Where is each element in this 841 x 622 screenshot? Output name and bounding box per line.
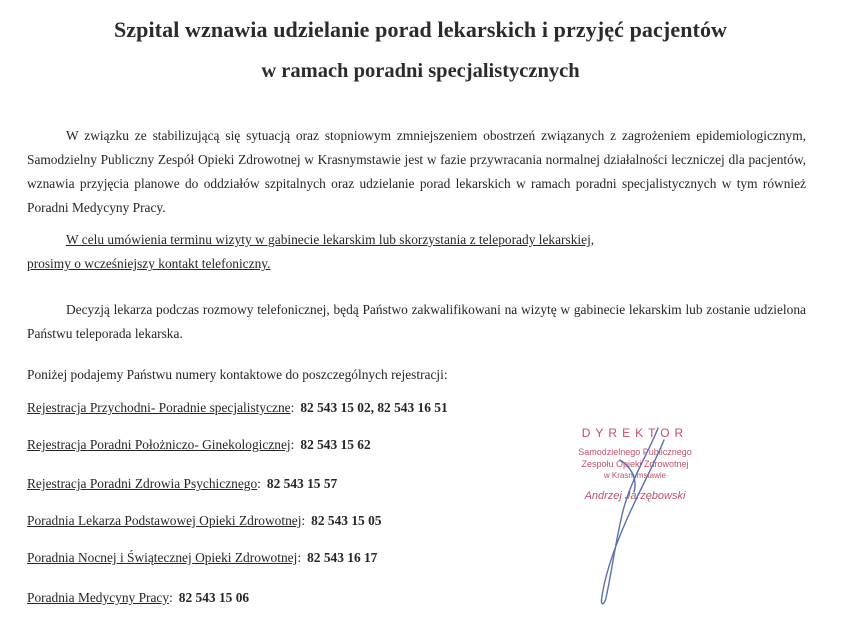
registration-phone: 82 543 16 17 <box>307 550 378 565</box>
stamp-signatory: Andrzej Jarzębowski <box>584 490 686 502</box>
registration-separator: : <box>257 476 261 491</box>
registration-phone: 82 543 15 57 <box>266 476 338 491</box>
registration-item <box>27 513 381 529</box>
stamp-line: w Krasnymstawie <box>603 471 667 480</box>
registration-item <box>27 437 371 453</box>
registration-separator: : <box>290 400 295 415</box>
registration-phone: 82 543 15 62 <box>300 437 371 452</box>
appointment-line-1: W celu umówienia terminu wizyty w gabinecie lekarskim lub skorzystania z teleporady lekarskiej, <box>66 232 595 247</box>
registration-separator: : <box>290 437 295 452</box>
contacts-intro: Poniżej podajemy Państwu numery kontaktowe do poszczególnych rejestracji: <box>27 367 448 382</box>
paragraph-appointment <box>27 228 806 276</box>
registration-separator: : <box>297 550 302 565</box>
registration-name: Poradnia Lekarza Podstawowej Opieki Zdrowotnej <box>27 513 302 528</box>
registration-phone: 82 543 15 02, 82 543 16 51 <box>300 400 448 415</box>
handwritten-signature <box>560 420 700 610</box>
appointment-line-2: prosimy o wcześniejszy kontakt telefoniczny. <box>27 256 271 271</box>
registration-separator: : <box>169 590 173 605</box>
registration-name: Rejestracja Przychodni- Poradnie specjalistyczne <box>27 400 291 415</box>
stamp-line: Samodzielnego Publicznego <box>578 447 692 457</box>
page-title: Szpital wznawia udzielanie porad lekarskich i przyjęć pacjentów <box>113 17 728 42</box>
stamp-line: Zespołu Opieki Zdrowotnej <box>581 459 689 469</box>
registration-item <box>27 476 337 492</box>
registration-item <box>27 590 249 606</box>
page-subtitle: w ramach poradni specjalistycznych <box>261 60 580 82</box>
registration-name: Rejestracja Poradni Zdrowia Psychicznego <box>27 476 258 491</box>
registration-item <box>27 550 377 566</box>
paragraph-intro: W związku ze stabilizującą się sytuacją oraz stopniowym zmniejszeniem obostrzeń związanych z zagrożeniem epidemiologicznym, Samodzielny Publiczny Zespół Opieki Zdrowotnej w Krasnymstawie jest w fazie przywracania normalnej działalności leczniczej dla pacjentów, wznawia przyjęcia planowe do oddziałów szpitalnych oraz udzielanie porad lekarskich w ramach poradni specjalistycznych w tym również Poradni Medycyny Pracy. <box>27 128 806 215</box>
registration-phone: 82 543 15 05 <box>311 513 382 528</box>
registration-name: Rejestracja Poradni Położniczo- Ginekologicznej <box>27 437 291 452</box>
registration-phone: 82 543 15 06 <box>178 590 250 605</box>
paragraph-decision: Decyzją lekarza podczas rozmowy telefonicznej, będą Państwo zakwalifikowani na wizytę w gabinecie lekarskim lub zostanie udzielona Państwu teleporada lekarska. <box>27 302 806 341</box>
registration-separator: : <box>301 513 306 528</box>
registration-name: Poradnia Medycyny Pracy <box>27 590 170 605</box>
registration-item <box>27 400 448 416</box>
registration-name: Poradnia Nocnej i Świątecznej Opieki Zdrowotnej <box>27 550 298 565</box>
stamp-title: DYREKTOR <box>581 426 689 440</box>
